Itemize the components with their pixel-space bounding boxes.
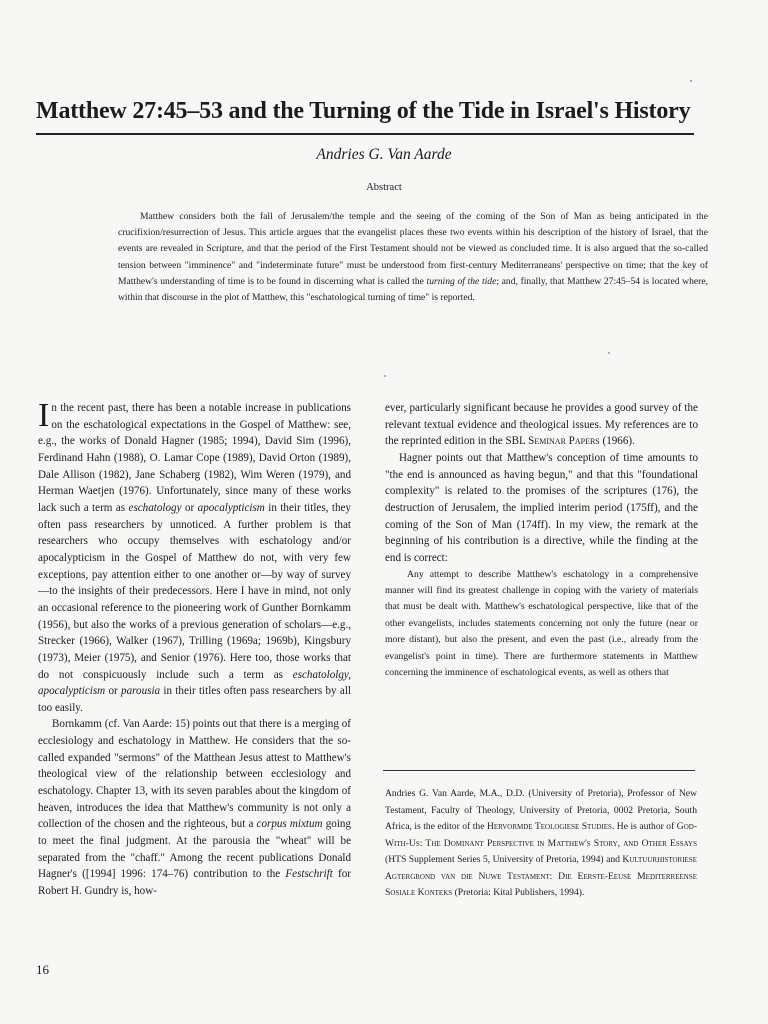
author-footnote: Andries G. Van Aarde, M.A., D.D. (University of Pretoria), Professor of New Testament, Faculty of Theology, University of Pretoria, 0002 Pretoria, South Africa, is the editor of the Hervormde Teologiese Studies. He is author of God-With-Us: The Dominant Perspective in Matthew's Story, and Other Essays (HTS Supplement Series 5, University of Pretoria, 1994) and Kultuurhistoriese Agtergrond van die Nuwe Testament: Die Eerste-Eeuse Mediterreense Sosiale Konteks (Pretoria: Kital Publishers, 1994). xyxy=(385,788,698,898)
article-author: Andries G. Van Aarde xyxy=(316,146,452,163)
scan-speck xyxy=(690,80,692,82)
abstract-text: Matthew considers both the fall of Jerusalem/the temple and the seeing of the coming of the Son of Man as being anticipated in the crucifixion/resurrection of Jesus. This article argues that the evangelist places these two events within his description of the history of Israel, that the events are revealed in Scripture, and that the period of the First Testament should not be viewed as concluded time. It is also argued that the so-called tension between "imminence" and "indeterminate future" must be understood from first-century Mediterraneans' perspective on time; that the key of Matthew's understanding of time is to be found in discerning what is called the turning of the tide; and, finally, that Matthew 27:45–54 is located where, within that discourse in the plot of Matthew, this "eschatological turning of time" is reported. xyxy=(118,211,708,304)
body-column-left xyxy=(38,397,351,900)
page-number: 16 xyxy=(36,962,49,977)
abstract-heading: Abstract xyxy=(366,182,402,193)
block-quote: Any attempt to describe Matthew's eschatology in a comprehensive manner will find its greatest challenge in coping with the variety of materials that must be dealt with. Matthew's eschatological perspective, like that of the other evangelists, includes statements concerning not only the future (near or more distant), but also the present, and even the past (i.e., already from the evangelist's point in time). There are furthermore statements in Matthew concerning the imminence of eschatological events, as well as others that xyxy=(385,568,698,678)
paragraph: In the recent past, there has been a notable increase in publications on the eschatological expectations in the Gospel of Matthew: see, e.g., the works of Donald Hagner (1985; 1994), David Sim (1996), Ferdinand Hahn (1988), O. Lamar Cope (1989), David Orton (1989), Dale Allison (1982), Jane Schaberg (1982), Wim Weren (1979), and Herman Waetjen (1976). Unfortunately, since many of these works lack such a term as eschatology or apocalypticism in their titles, they often pass researchers by unnoticed. A further problem is that researchers who occupy themselves with eschatology and/or apocalypticism in the Gospel of Matthew do not, with very few exceptions, pay attention either to one another or—by way of survey—to the insights of their predecessors. Here I have in mind, not only an occasional reference to the pioneering work of Gunther Bornkamm (1956), but also the works of a previous generation of scholars—e.g., Strecker (1966), Walker (1967), Trilling (1969a; 1969b), Kingsbury (1973), Meier (1975), and Senior (1976). Here too, those works that do not conspicuously include such a term as eschatololgy, apocalypticism or parousia in their titles often pass researchers by all too easily. xyxy=(38,397,351,714)
scan-speck xyxy=(384,375,386,377)
paragraph: Hagner points out that Matthew's conception of time amounts to "the end is announced as having begun," and that this "foundational complexity" is related to the promises of the scriptures (176), the destruction of Jerusalem, the implied interim period (175ff), and the coming of the Son of Man (174ff). In my view, the remark at the beginning of his contribution is a directive, while the finding at the end is correct: xyxy=(385,451,698,564)
article-title: Matthew 27:45–53 and the Turning of the Tide in Israel's History xyxy=(36,98,691,124)
scan-speck xyxy=(608,352,610,354)
title-rule xyxy=(36,133,694,135)
drop-cap: I xyxy=(38,397,50,434)
abstract-emphasis: turning of the tide xyxy=(426,275,497,287)
paragraph: Bornkamm (cf. Van Aarde: 15) points out that there is a merging of ecclesiology and eschatology in Matthew. He considers that the so-called expanded "sermons" of the Matthean Jesus attest to Matthew's theological view of the relationship between ecclesiology and eschatology. Chapter 13, with its seven parables about the kingdom of heaven, introduces the idea that Matthew's community is not only a collection of the chosen and the righteous, but a corpus mixtum going to meet the final judgment. At the parousia the "wheat" will be separated from the "chaff." Among the recent publications Donald Hagner's ([1994] 1996: 174–76) contribution to the Festschrift for Robert H. Gundry is, how- xyxy=(38,718,351,898)
paragraph: ever, particularly significant because he provides a good survey of the relevant textual evidence and theological issues. My references are to the reprinted edition in the SBL Seminar Papers (1966). xyxy=(385,402,698,448)
body-column-right xyxy=(385,400,698,681)
footnote-rule xyxy=(383,770,695,771)
